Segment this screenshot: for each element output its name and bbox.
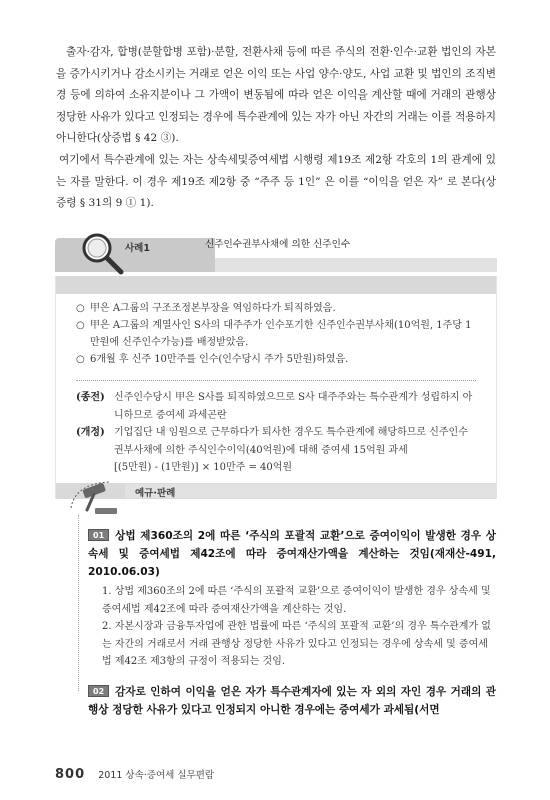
ruling-heading: 감자로 인하여 이익을 얻은 자가 특수관계자에 있는 자 외의 자인 경우 거래의 관행상 정당한 사유가 있다고 인정되지 아니한 경우에는 증여세가 과세됨(서면 [88, 686, 496, 716]
case-box [55, 228, 497, 499]
case-label: 사례1 [125, 243, 150, 254]
gavel-icon [65, 478, 125, 518]
divider [76, 380, 476, 381]
case-facts [56, 294, 496, 374]
case-result [56, 387, 496, 483]
case-after: (개정) 기업집단 내 임원으로 근무하다가 퇴사한 경우도 특수관계에 해당하므로 신주인수권부사채에 의한 주식인수이익(40억원)에 대해 증여세 15억원 과세 [(5만원) - (1만원)] × 10만주 = 40억원 [76, 424, 476, 477]
rulings-label: 예규·판례 [135, 488, 176, 499]
ruling-item-02 [88, 683, 496, 719]
rulings-header [55, 478, 497, 518]
ruling-number: 02 [88, 685, 109, 697]
intro-paragraph-2: 여기에서 특수관계에 있는 자는 상속세및증여세법 시행령 제19조 제2항 각호의 1의 관계에 있는 자를 말한다. 이 경우 제19조 제2항 중 “주주 등 1인” 은 이를 “이익을 얻은 자” 로 본다(상증령 § 31의 9 ① 1). [56, 153, 496, 210]
case-title: 신주인수권부사채에 의한 신주인수 [205, 239, 351, 250]
list-item: 1. 상법 제360조의 2에 따른 ‘주식의 포괄적 교환’으로 증여이익이 발생한 경우 상속세 및 증여세법 제42조에 따라 증여재산가액을 계산하는 것임. [102, 586, 491, 615]
ruling-item-01 [88, 527, 496, 671]
page-number: 800 [55, 767, 86, 782]
ruling-heading: 상법 제360조의 2에 따른 ‘주식의 포괄적 교환’으로 증여이익이 발생한 경우 상속세 및 증여세법 제42조에 따라 증여재산가액을 계산하는 것임(재재산-491, 2010.06.03) [88, 530, 496, 578]
list-item: 2. 자본시장과 금융투자업에 관한 법률에 따른 ‘주식의 포괄적 교환’의 경우 특수관계가 없는 자간의 거래로서 거래 관행상 정당한 사유가 있다고 인정되는 경우에 상속세 및 증여세법 제42조 제3항의 규정이 적용되는 것임. [102, 621, 491, 667]
case-formula: [(5만원) - (1만원)] × 10만주 = 40억원 [114, 462, 293, 474]
intro-paragraph-1: 출자·감자, 합병(분할합병 포함)·분할, 전환사채 등에 따른 주식의 전환·인수·교환 법인의 자본을 증가시키거나 감소시키는 거래로 얻은 이익 또는 사업 양수·양도, 사업 교환 및 법인의 조직변경 등에 의하여 소유지분이나 그 가액이 변동됨에 따라 얻은 이익을 계산할 때에 거래의 관행상 정당한 사유가 있다고 인정되는 경우에 특수관계에 있는 자가 아닌 자간의 거래는 이를 적용하지 아니한다(상증법 § 42 ③). [56, 46, 496, 145]
list-item: ○ 甲은 A그룹의 계열사인 S사의 대주주가 인수포기한 신주인수권부사채(10억원, 1주당 1만원에 신주인수가능)를 배정받았음. [76, 320, 472, 348]
list-item: ○ 6개월 후 신주 10만주를 인수(인수당시 주가 5만원)하였음. [76, 354, 349, 365]
list-item: ○ 甲은 A그룹의 구조조정본부장을 역임하다가 퇴직하였음. [76, 303, 336, 314]
case-header [55, 228, 497, 276]
page-footer [55, 763, 214, 782]
case-before: (종전) 신주인수당시 甲은 S사를 퇴직하였으므로 S사 대주주와는 특수관계가 성립하지 아니하므로 증여세 과세곤란 [76, 392, 473, 421]
intro-text [56, 42, 496, 215]
case-body [55, 276, 497, 499]
ruling-number: 01 [88, 529, 109, 541]
magnifier-icon [77, 228, 127, 276]
book-title: 2011 상속·증여세 실무편람 [98, 770, 215, 781]
